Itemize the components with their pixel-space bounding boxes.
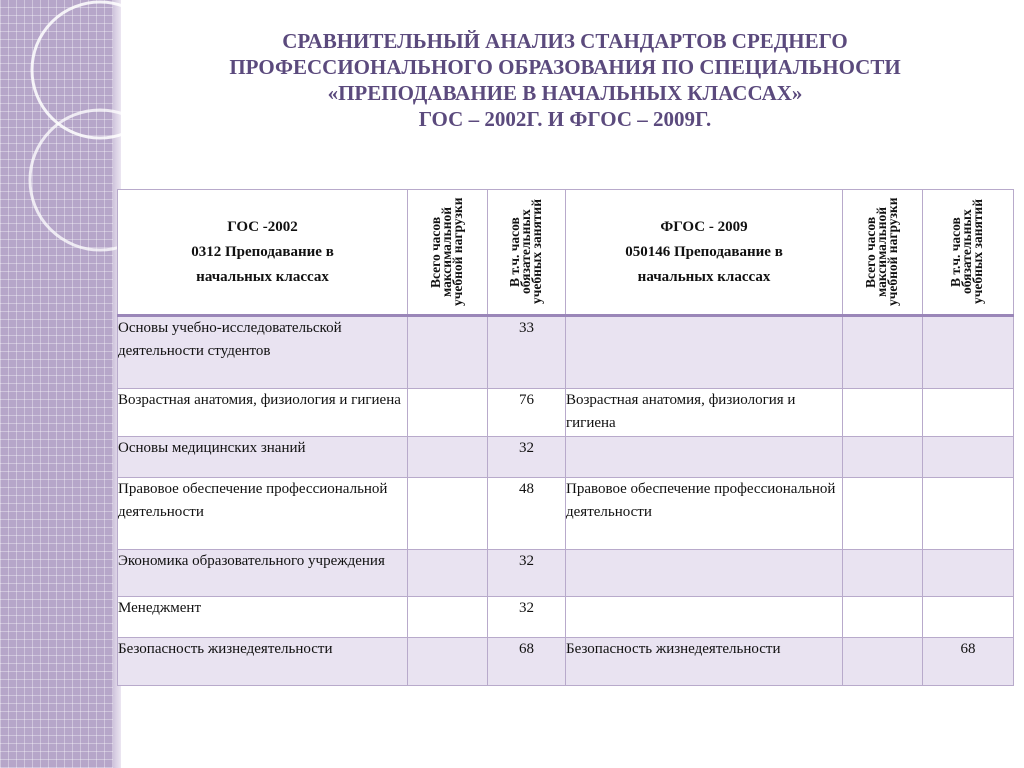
cell-gos-required: 68	[488, 638, 566, 686]
cell-gos-total	[408, 638, 488, 686]
title-line: ГОС – 2002Г. И ФГОС – 2009Г.	[418, 107, 712, 131]
cell-gos-subject: Правовое обеспечение профессиональной деятельности	[118, 478, 408, 550]
cell-fgos-subject: Правовое обеспечение профессиональной деятельности	[566, 478, 843, 550]
header-gos-required-label: В т.ч. часов обязательных учебных занятий	[506, 199, 544, 305]
header-fgos-required-hours	[923, 190, 1014, 316]
cell-gos-subject: Основы медицинских знаний	[118, 437, 408, 478]
header-gos-total-hours	[408, 190, 488, 316]
page-title	[160, 28, 970, 132]
header-fgos	[566, 190, 843, 316]
title-line: СРАВНИТЕЛЬНЫЙ АНАЛИЗ СТАНДАРТОВ СРЕДНЕГО	[282, 29, 848, 53]
cell-gos-required: 32	[488, 437, 566, 478]
header-fgos-total-label: Всего часов максимальной учебной нагрузки	[862, 197, 900, 307]
cell-gos-required: 32	[488, 597, 566, 638]
decorative-ring-large	[32, 2, 130, 138]
table-row	[118, 389, 1014, 437]
cell-fgos-required	[923, 550, 1014, 597]
cell-gos-subject: Менеджмент	[118, 597, 408, 638]
cell-fgos-required	[923, 316, 1014, 389]
cell-gos-total	[408, 478, 488, 550]
cell-fgos-required	[923, 437, 1014, 478]
cell-fgos-total	[843, 597, 923, 638]
cell-fgos-subject	[566, 550, 843, 597]
decorative-rings	[0, 0, 130, 260]
cell-fgos-required	[923, 597, 1014, 638]
cell-fgos-required	[923, 389, 1014, 437]
cell-fgos-total	[843, 316, 923, 389]
cell-gos-required: 32	[488, 550, 566, 597]
title-line: «ПРЕПОДАВАНИЕ В НАЧАЛЬНЫХ КЛАССАХ»	[327, 81, 803, 105]
cell-gos-total	[408, 389, 488, 437]
cell-gos-required: 33	[488, 316, 566, 389]
table-header-row	[118, 190, 1014, 316]
table-row	[118, 638, 1014, 686]
cell-gos-total	[408, 597, 488, 638]
cell-fgos-required: 68	[923, 638, 1014, 686]
table-row	[118, 597, 1014, 638]
table-row	[118, 437, 1014, 478]
header-gos	[118, 190, 408, 316]
title-line: ПРОФЕССИОНАЛЬНОГО ОБРАЗОВАНИЯ ПО СПЕЦИАЛЬНОСТИ	[229, 55, 901, 79]
table-row	[118, 550, 1014, 597]
cell-gos-required: 76	[488, 389, 566, 437]
cell-gos-subject: Безопасность жизнедеятельности	[118, 638, 408, 686]
header-fgos-year: ФГОС - 2009	[660, 218, 748, 235]
cell-fgos-subject	[566, 437, 843, 478]
header-gos-specialty: 0312 Преподавание в	[191, 243, 334, 260]
cell-gos-subject: Экономика образовательного учреждения	[118, 550, 408, 597]
header-fgos-required-label: В т.ч. часов обязательных учебных занятий	[948, 199, 985, 305]
table-row	[118, 316, 1014, 389]
header-fgos-total-hours	[843, 190, 923, 316]
cell-fgos-subject: Безопасность жизнедеятельности	[566, 638, 843, 686]
cell-gos-total	[408, 550, 488, 597]
header-gos-specialty-cont: начальных классах	[196, 268, 329, 285]
cell-gos-subject: Возрастная анатомия, физиология и гигиена	[118, 389, 408, 437]
cell-fgos-total	[843, 389, 923, 437]
cell-fgos-total	[843, 638, 923, 686]
cell-gos-total	[408, 316, 488, 389]
cell-fgos-required	[923, 478, 1014, 550]
cell-fgos-total	[843, 437, 923, 478]
cell-fgos-subject	[566, 316, 843, 389]
table-row	[118, 478, 1014, 550]
cell-fgos-total	[843, 550, 923, 597]
cell-gos-subject: Основы учебно-исследовательской деятельности студентов	[118, 316, 408, 389]
header-fgos-specialty: 050146 Преподавание в	[625, 243, 783, 260]
header-fgos-specialty-cont: начальных классах	[637, 268, 771, 285]
cell-fgos-subject	[566, 597, 843, 638]
header-gos-total-label: Всего часов максимальной учебной нагрузки	[427, 197, 465, 307]
cell-gos-required: 48	[488, 478, 566, 550]
decorative-ring-small	[30, 110, 130, 250]
comparison-table	[117, 189, 1014, 686]
cell-gos-total	[408, 437, 488, 478]
header-gos-required-hours	[488, 190, 566, 316]
header-gos-year: ГОС -2002	[227, 218, 298, 235]
cell-fgos-subject: Возрастная анатомия, физиология и гигиена	[566, 389, 843, 437]
cell-fgos-total	[843, 478, 923, 550]
